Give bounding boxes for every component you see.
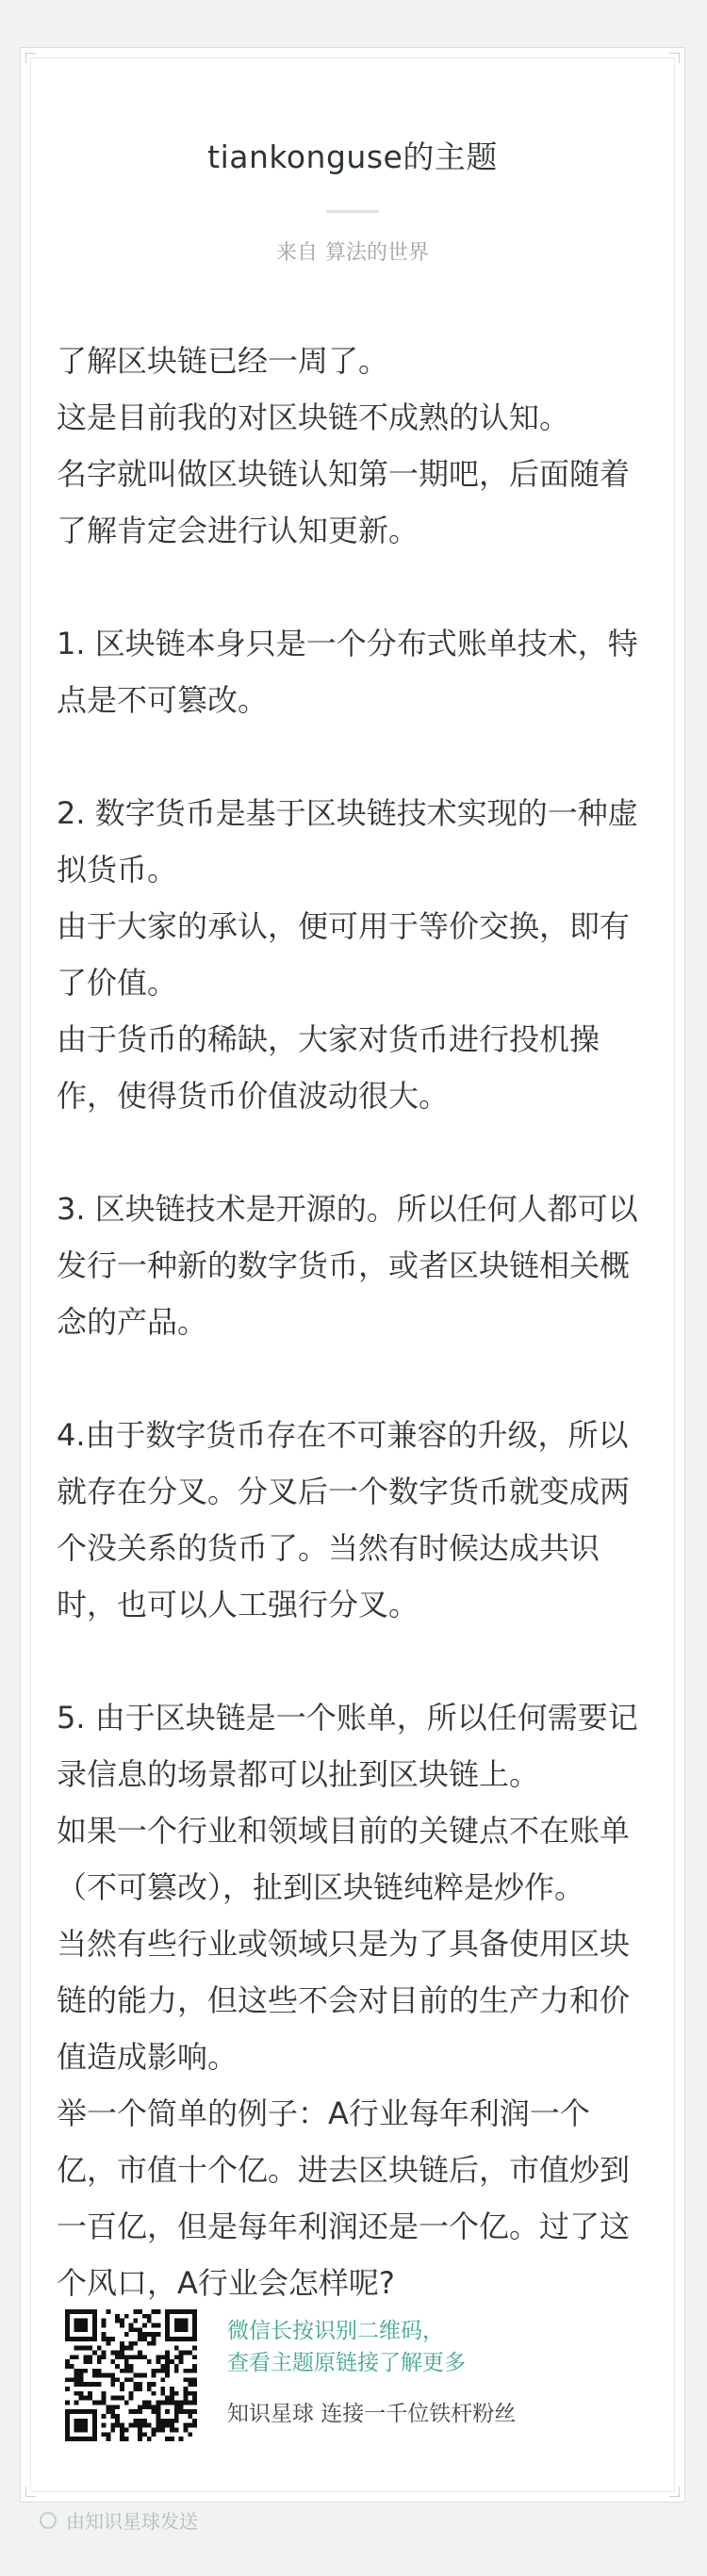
post-text-line: 了解区块链已经一周了。 [57,343,389,379]
post-text-line: 名字就叫做区块链认知第一期吧，后面随着 [57,456,631,492]
corner-decoration [669,53,680,63]
post-text-line: 发行一种新的数字货币，或者区块链相关概 [57,1247,631,1283]
post-text-line: 了价值。 [57,965,178,1001]
corner-decoration [669,2486,680,2497]
sent-by-label: 由知识星球发送 [66,2510,198,2533]
post-text-line: 5. 由于区块链是一个账单，所以任何需要记 [57,1700,638,1736]
post-text-line: 如果一个行业和领域目前的关键点不在账单 [57,1813,631,1849]
post-text-line: 作，使得货币价值波动很大。 [57,1078,450,1114]
brand-slogan: 知识星球 连接一千位铁杆粉丝 [227,2402,517,2426]
post-card [20,47,685,2503]
paragraph-gap [57,1124,660,1181]
post-source [21,236,684,266]
post-text-line: 时，也可以人工强行分叉。 [57,1587,419,1622]
post-title: tiankonguse的主题 [207,139,498,175]
post-text-line: 录信息的场景都可以扯到区块链上。 [57,1756,540,1792]
post-text-line: 1. 区块链本身只是一个分布式账单技术，特 [57,626,638,661]
post-text-line: 了解肯定会进行认知更新。 [57,513,419,548]
qr-note-line: 微信长按识别二维码， [227,2319,444,2343]
post-text-line: （不可篡改），扯到区块链纯粹是炒作。 [57,1869,585,1905]
post-text-line: 一百亿，但是每年利润还是一个亿。过了这 [57,2209,631,2244]
post-body [57,333,660,2311]
post-text-line: 当然有些行业或领域只是为了具备使用区块 [57,1926,631,1962]
qr-note-line: 查看主题原链接了解更多 [227,2351,466,2375]
paragraph-gap [57,728,660,785]
source-name[interactable]: 算法的世界 [325,241,430,265]
qr-instructions [227,2315,466,2379]
title-divider [326,210,379,213]
qr-code-icon[interactable] [65,2309,197,2441]
post-text-line: 3. 区块链技术是开源的。所以任何人都可以 [57,1191,638,1227]
post-text-line: 点是不可篡改。 [57,682,269,718]
post-text-line: 亿，市值十个亿。进去区块链后，市值炒到 [57,2152,631,2188]
paragraph-gap [57,559,660,615]
corner-decoration [25,2486,36,2497]
post-text-line: 2. 数字货币是基于区块链技术实现的一种虚 [57,795,638,831]
post-text-line: 个风口，A行业会怎样呢? [57,2265,395,2301]
post-text-line: 由于大家的承认，便可用于等价交换，即有 [57,908,631,944]
post-text-line: 值造成影响。 [57,2039,238,2075]
corner-decoration [25,53,36,63]
post-text-line: 链的能力，但这些不会对目前的生产力和价 [57,1982,631,2018]
post-text-line: 念的产品。 [57,1304,208,1340]
source-prefix: 来自 [275,241,318,265]
post-text-line: 个没关系的货币了。当然有时候达成共识 [57,1530,600,1566]
share-footer [65,2309,649,2441]
post-text-line: 就存在分叉。分叉后一个数字货币就变成两 [57,1474,631,1509]
planet-icon [40,2512,57,2529]
paragraph-gap [57,1350,660,1407]
sent-by [40,2506,198,2534]
post-text-line: 4.由于数字货币存在不可兼容的升级，所以 [57,1417,629,1453]
post-text-line: 举一个简单的例子：A行业每年利润一个 [57,2095,590,2131]
post-text-line: 由于货币的稀缺，大家对货币进行投机操 [57,1021,600,1057]
paragraph-gap [57,1633,660,1689]
post-text-line: 这是目前我的对区块链不成熟的认知。 [57,399,570,435]
post-text-line: 拟货币。 [57,852,178,888]
